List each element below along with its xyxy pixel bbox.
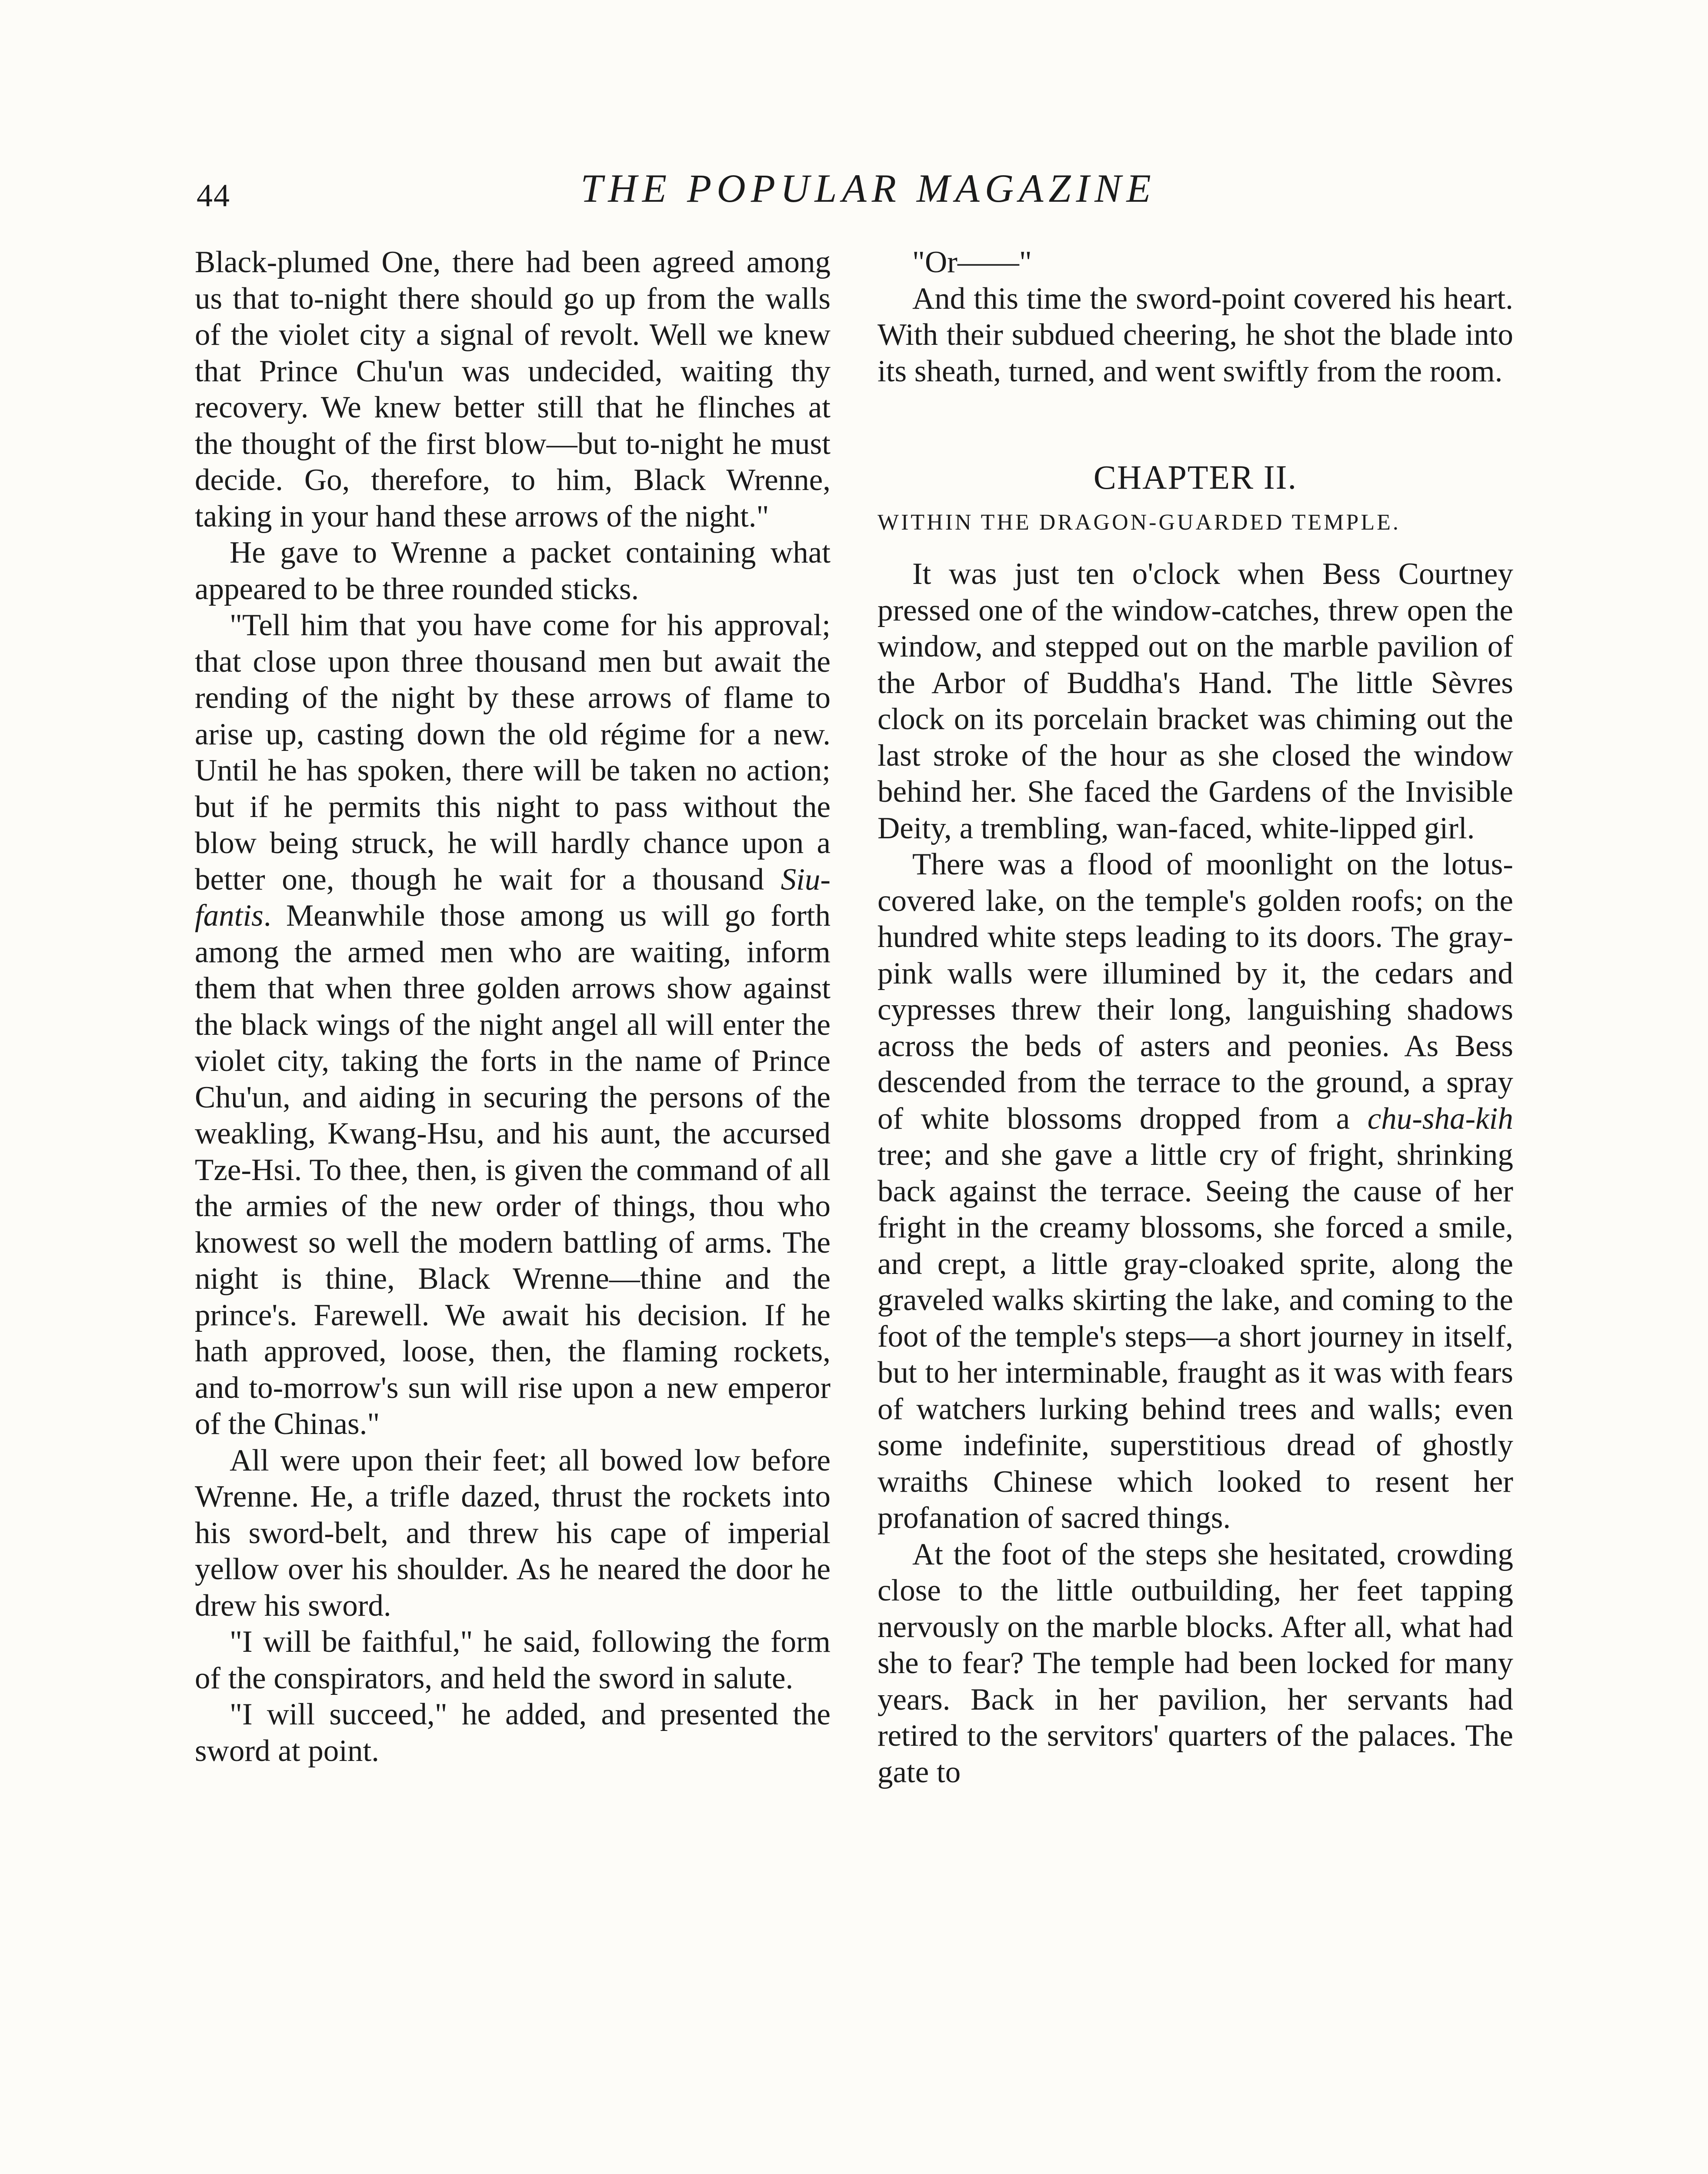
paragraph: All were upon their feet; all bowed low before Wrenne. He, a trifle dazed, thrust the rockets into his sword-belt, and threw his cape of imperial yellow over his shoulder. As he neared the door he drew his sword. bbox=[195, 1443, 831, 1623]
paragraph: He gave to Wrenne a packet containing what appeared to be three rounded sticks. bbox=[195, 536, 831, 606]
chapter-heading: CHAPTER II. bbox=[1093, 458, 1298, 496]
paragraph-text: . Meanwhile those among us will go forth among the armed men who are waiting, inform them that when three golden arrows show against the black wings of the night angel all will enter the violet city, taking the forts in the name of Prince Chu'un, and aiding in securing the persons of the weakling, Kwang-Hsu, and his aunt, the accursed Tze-Hsi. To thee, then, is given the command of all the armies of the new order of things, thou who knowest so well the modern battling of arms. The night is thine, Black Wrenne—thine and the prince's. Farewell. We await his decision. If he hath approved, loose, then, the flaming rockets, and to-morrow's sun will rise upon a new emperor of the Chinas." bbox=[195, 899, 831, 1441]
paragraph: At the foot of the steps she hesitated, crowding close to the little outbuilding, her feet tapping nervously on the marble blocks. After all, what had she to fear? The temple had been locked for many years. Back in her pavilion, her servants had retired to the servitors' quarters of the palaces. The gate to bbox=[877, 1537, 1513, 1789]
paragraph: And this time the sword-point covered his heart. With their subdued cheering, he shot the blade into its sheath, turned, and went swiftly from the room. bbox=[877, 281, 1513, 388]
paragraph: Black-plumed One, there had been agreed among us that to-night there should go up from the walls of the violet city a signal of revolt. Well we knew that Prince Chu'un was undecided, waiting thy recovery. We knew better still that he flinches at the thought of the first blow—but to-night he must decide. Go, therefore, to him, Black Wrenne, taking in your hand these arrows of the night." bbox=[195, 245, 831, 533]
paragraph: It was just ten o'clock when Bess Courtney pressed one of the window-catches, threw open the window, and stepped out on the marble pavilion of the Arbor of Buddha's Hand. The little Sèvres clock on its porcelain bracket was chiming out the last stroke of the hour as she closed the window behind her. She faced the Gardens of the Invisible Deity, a trembling, wan-faced, white-lipped girl. bbox=[877, 557, 1513, 845]
paragraph: "I will succeed," he added, and presented the sword at point. bbox=[195, 1697, 831, 1768]
page-header bbox=[197, 165, 1514, 226]
paragraph bbox=[877, 847, 1513, 1537]
italic-term: chu-sha-kih bbox=[1367, 1101, 1513, 1136]
paragraph-text: tree; and she gave a little cry of fright, shrinking back against the terrace. Seeing the cause of her fright in the creamy blossoms, she forced a smile, and crept, a little gray-cloaked sprite, along the graveled walks skirting the lake, and coming to the foot of the temple's steps—a short journey in itself, but to her interminable, fraught as it was with fears of watchers lurking behind trees and walls; even some indefinite, superstitious dread of ghostly wraiths Chinese which looked to resent her profanation of sacred things. bbox=[877, 1138, 1513, 1535]
right-column bbox=[877, 244, 1513, 1791]
running-title: THE POPULAR MAGAZINE bbox=[580, 166, 1156, 210]
paragraph: "Or——" bbox=[912, 245, 1032, 279]
page-number: 44 bbox=[197, 178, 230, 213]
paragraph: "I will be faithful," he said, following the form of the conspirators, and held the sword in salute. bbox=[195, 1625, 831, 1695]
paragraph-text: There was a flood of moonlight on the lotus-covered lake, on the temple's golden roofs; on the hundred white steps leading to its doors. The gray-pink walls were illumined by it, the cedars and cypresses threw their long, languishing shadows across the beds of asters and peonies. As Bess descended from the terrace to the ground, a spray of white blossoms dropped from a bbox=[877, 847, 1513, 1136]
paragraph-text: "Tell him that you have come for his approval; that close upon three thousand men but await the rending of the night by these arrows of flame to arise up, casting down the old régime for a new. Until he has spoken, there will be taken no action; but if he permits this night to pass without the blow being struck, he will hardly chance upon a better one, though he wait for a thousand bbox=[195, 608, 831, 897]
left-column bbox=[195, 244, 831, 1769]
paragraph bbox=[195, 607, 831, 1443]
italic-term: Siu-fantis bbox=[195, 862, 831, 933]
chapter-subtitle: WITHIN THE DRAGON-GUARDED TEMPLE. bbox=[877, 510, 1401, 535]
